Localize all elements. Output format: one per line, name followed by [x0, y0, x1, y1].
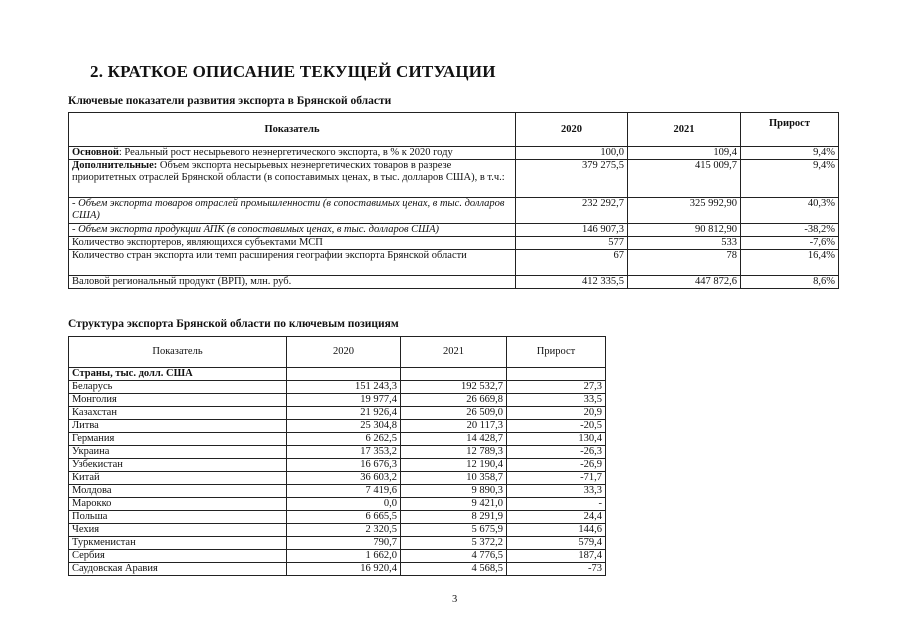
table2-header-2021: 2021 — [401, 337, 507, 368]
table2-row — [69, 420, 606, 433]
table1-row — [69, 237, 839, 250]
value-2021-cell: 109,4 — [628, 147, 741, 160]
value-2021-cell: 9 890,3 — [401, 485, 507, 498]
value-2021-cell: 20 117,3 — [401, 420, 507, 433]
indicator-bold-label: Основной — [72, 147, 119, 158]
table2-row — [69, 485, 606, 498]
table2-header-growth: Прирост — [507, 337, 606, 368]
value-2021-cell: 192 532,7 — [401, 381, 507, 394]
indicator-label: Количество стран экспорта или темп расширения географии экспорта Брянской области — [72, 250, 467, 261]
value-2020-cell: 17 353,2 — [287, 446, 401, 459]
growth-cell: 16,4% — [741, 250, 839, 276]
growth-cell: 9,4% — [741, 147, 839, 160]
value-2021-cell: 14 428,7 — [401, 433, 507, 446]
table2-row — [69, 381, 606, 394]
value-2021-cell: 10 358,7 — [401, 472, 507, 485]
value-2021-cell: 78 — [628, 250, 741, 276]
table1-caption: Ключевые показатели развития экспорта в Брянской области — [68, 95, 392, 107]
table1-row — [69, 160, 839, 198]
growth-cell: 20,9 — [507, 407, 606, 420]
table2-caption: Структура экспорта Брянской области по ключевым позициям — [68, 318, 399, 330]
value-2021-cell: 5 675,9 — [401, 524, 507, 537]
table2-row — [69, 537, 606, 550]
category-label: Страны, тыс. долл. США — [69, 368, 287, 381]
table1-row — [69, 147, 839, 160]
table2-row — [69, 563, 606, 576]
indicator-label: Валовой региональный продукт (ВРП), млн. руб. — [72, 276, 292, 287]
value-2021-cell: 325 992,90 — [628, 198, 741, 224]
table1-row — [69, 250, 839, 276]
value-2021-cell: 26 509,0 — [401, 407, 507, 420]
value-2020-cell: 7 419,6 — [287, 485, 401, 498]
country-cell: Чехия — [69, 524, 287, 537]
country-cell: Молдова — [69, 485, 287, 498]
value-2021-cell: 12 789,3 — [401, 446, 507, 459]
growth-cell: 8,6% — [741, 276, 839, 289]
growth-cell: - — [507, 498, 606, 511]
table2-row — [69, 446, 606, 459]
table2-row — [69, 407, 606, 420]
key-indicators-table — [68, 112, 839, 289]
country-cell: Саудовская Аравия — [69, 563, 287, 576]
growth-cell: 9,4% — [741, 160, 839, 198]
indicator-cell — [69, 276, 516, 289]
growth-cell: -73 — [507, 563, 606, 576]
growth-cell: 40,3% — [741, 198, 839, 224]
value-2020-cell: 379 275,5 — [516, 160, 628, 198]
country-cell: Казахстан — [69, 407, 287, 420]
indicator-bold-label: Дополнительные: — [72, 160, 158, 171]
growth-cell: 144,6 — [507, 524, 606, 537]
value-2020-cell: 6 262,5 — [287, 433, 401, 446]
section-heading: 2. КРАТКОЕ ОПИСАНИЕ ТЕКУЩЕЙ СИТУАЦИИ — [90, 62, 496, 81]
value-2021-cell: 415 009,7 — [628, 160, 741, 198]
value-2020-cell: 100,0 — [516, 147, 628, 160]
table1-row — [69, 198, 839, 224]
country-cell: Китай — [69, 472, 287, 485]
indicator-label: Объем экспорта несырьевых неэнергетических товаров в разрезе приоритетных отраслей Брянской области (в сопоставимых ценах, в тыс. долларов США), в т.ч.: — [72, 160, 505, 183]
value-2021-cell: 8 291,9 — [401, 511, 507, 524]
table1-header-row — [69, 113, 839, 147]
value-2020-cell: 2 320,5 — [287, 524, 401, 537]
table2-row — [69, 511, 606, 524]
country-cell: Сербия — [69, 550, 287, 563]
table1-header-2020: 2020 — [516, 113, 628, 147]
value-2020-cell: 232 292,7 — [516, 198, 628, 224]
country-cell: Польша — [69, 511, 287, 524]
category-empty-cell — [287, 368, 401, 381]
value-2020-cell: 151 243,3 — [287, 381, 401, 394]
growth-cell: 27,3 — [507, 381, 606, 394]
country-cell: Монголия — [69, 394, 287, 407]
value-2020-cell: 0,0 — [287, 498, 401, 511]
value-2020-cell: 412 335,5 — [516, 276, 628, 289]
table1-header-growth: Прирост — [741, 113, 839, 147]
table2-row — [69, 498, 606, 511]
indicator-cell — [69, 198, 516, 224]
value-2021-cell: 12 190,4 — [401, 459, 507, 472]
table2-row — [69, 472, 606, 485]
value-2020-cell: 16 676,3 — [287, 459, 401, 472]
country-cell: Литва — [69, 420, 287, 433]
value-2020-cell: 6 665,5 — [287, 511, 401, 524]
indicator-label: - Объем экспорта товаров отраслей промышленности (в сопоставимых ценах, в тыс. долларов США) — [72, 198, 505, 221]
country-cell: Украина — [69, 446, 287, 459]
table2-row — [69, 550, 606, 563]
indicator-cell — [69, 147, 516, 160]
table1-header-indicator: Показатель — [69, 113, 516, 147]
growth-cell: -71,7 — [507, 472, 606, 485]
growth-cell: 187,4 — [507, 550, 606, 563]
table2-row — [69, 433, 606, 446]
growth-cell: 33,3 — [507, 485, 606, 498]
table2-header-indicator: Показатель — [69, 337, 287, 368]
country-cell: Беларусь — [69, 381, 287, 394]
growth-cell: -26,3 — [507, 446, 606, 459]
indicator-label: - Объем экспорта продукции АПК (в сопоставимых ценах, в тыс. долларов США) — [72, 224, 440, 235]
value-2021-cell: 26 669,8 — [401, 394, 507, 407]
indicator-cell — [69, 237, 516, 250]
value-2020-cell: 16 920,4 — [287, 563, 401, 576]
country-cell: Германия — [69, 433, 287, 446]
value-2020-cell: 790,7 — [287, 537, 401, 550]
export-structure-table — [68, 336, 606, 576]
table2-row — [69, 394, 606, 407]
value-2021-cell: 533 — [628, 237, 741, 250]
growth-cell: 33,5 — [507, 394, 606, 407]
category-empty-cell — [507, 368, 606, 381]
value-2020-cell: 19 977,4 — [287, 394, 401, 407]
value-2020-cell: 36 603,2 — [287, 472, 401, 485]
growth-cell: 24,4 — [507, 511, 606, 524]
value-2021-cell: 5 372,2 — [401, 537, 507, 550]
table2-row — [69, 524, 606, 537]
value-2021-cell: 9 421,0 — [401, 498, 507, 511]
table1-row — [69, 224, 839, 237]
value-2021-cell: 90 812,90 — [628, 224, 741, 237]
growth-cell: -38,2% — [741, 224, 839, 237]
table2-row — [69, 459, 606, 472]
table1-row — [69, 276, 839, 289]
value-2020-cell: 577 — [516, 237, 628, 250]
page-number: 3 — [452, 594, 458, 605]
table2-category-row — [69, 368, 606, 381]
table1-header-2021: 2021 — [628, 113, 741, 147]
table2-header-row — [69, 337, 606, 368]
indicator-cell — [69, 224, 516, 237]
country-cell: Узбекистан — [69, 459, 287, 472]
growth-cell: 130,4 — [507, 433, 606, 446]
value-2020-cell: 146 907,3 — [516, 224, 628, 237]
value-2020-cell: 25 304,8 — [287, 420, 401, 433]
growth-cell: 579,4 — [507, 537, 606, 550]
growth-cell: -7,6% — [741, 237, 839, 250]
indicator-label: Количество экспортеров, являющихся субъектами МСП — [72, 237, 323, 248]
value-2021-cell: 447 872,6 — [628, 276, 741, 289]
growth-cell: -20,5 — [507, 420, 606, 433]
value-2021-cell: 4 776,5 — [401, 550, 507, 563]
category-empty-cell — [401, 368, 507, 381]
value-2021-cell: 4 568,5 — [401, 563, 507, 576]
country-cell: Туркменистан — [69, 537, 287, 550]
indicator-cell — [69, 250, 516, 276]
growth-cell: -26,9 — [507, 459, 606, 472]
value-2020-cell: 21 926,4 — [287, 407, 401, 420]
indicator-cell — [69, 160, 516, 198]
value-2020-cell: 67 — [516, 250, 628, 276]
table2-header-2020: 2020 — [287, 337, 401, 368]
value-2020-cell: 1 662,0 — [287, 550, 401, 563]
indicator-label: : Реальный рост несырьевого неэнергетического экспорта, в % к 2020 году — [118, 147, 453, 158]
country-cell: Марокко — [69, 498, 287, 511]
